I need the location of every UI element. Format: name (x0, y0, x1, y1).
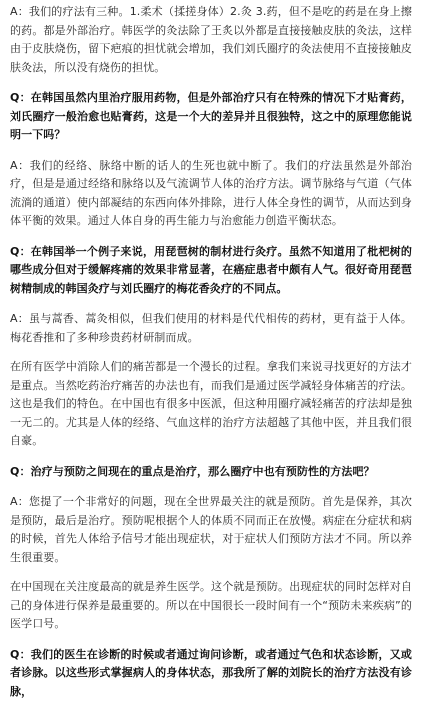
paragraph-gap (10, 567, 412, 578)
paragraph-gap (10, 451, 412, 463)
answer-paragraph: A：虽与蒿香、蒿灸相似，但我们使用的材料是代代相传的药材，更有益于人体。梅花香推和了多种珍贵药材研制而成。 (10, 310, 412, 347)
paragraph-gap (10, 77, 412, 89)
paragraph-gap (10, 347, 412, 358)
question-paragraph: Q：我们的医生在诊断的时候或者通过询问诊断，或者通过气色和状态诊断，又或者诊脉。以这些形式掌握病人的身体状态，那我所了解的刘院长的治疗方法没有诊脉， (10, 646, 412, 701)
paragraph-gap (10, 298, 412, 310)
answer-paragraph: A：我们的疗法有三种。1.柔术（揉搓身体）2.灸 3.药，但不是吃的药是在身上擦的药。都是外部治疗。韩医学的灸法除了王炙以外都是直接接触皮肤的灸法，这样由于皮肤烧伤，留下疤痕的担忧就会增加，我们刘氏圈疗的灸法使用不直接接触皮肤灸法，所以没有烧伤的担忧。 (10, 3, 412, 77)
paragraph-gap (10, 634, 412, 646)
question-paragraph: Q：治疗与预防之间现在的重点是治疗，那么圈疗中也有预防性的方法吧？ (10, 463, 412, 482)
answer-paragraph: 在中国现在关注度最高的就是养生医学。这个就是预防。出现症状的同时怎样对自己的身体进行保养是最重要的。所以在中国很长一段时间有一个“预防未来疾病”的医学口号。 (10, 578, 412, 634)
question-paragraph: Q：在韩国举一个例子来说，用琵琶树的制材进行灸疗。虽然不知道用了枇杷树的哪些成分但对于缓解疼痛的效果非常显著，在癌症患者中颇有人气。很好奇用琵琶树精制成的韩国灸疗与刘氏圈疗的梅花香灸疗的不同点。 (10, 243, 412, 299)
answer-paragraph: A：我们的经络、脉络中断的话人的生死也就中断了。我们的疗法虽然是外部治疗，但是是通过经络和脉络以及气流调节人体的治疗方法。调节脉络与气道（气体流淌的通道）使内部凝结的东西向体外排除，进行人体全身性的调节，从而达到身体平衡的效果。通过人体自身的再生能力与治愈能力创造平衡状态。 (10, 157, 412, 231)
paragraph-gap (10, 145, 412, 157)
question-paragraph: Q：在韩国虽然内里治疗服用药物，但是外部治疗只有在特殊的情况下才贴膏药，刘氏圈疗一般治愈也贴膏药，这是一个大的差异并且很独特，这之中的原理您能说明一下吗？ (10, 89, 412, 145)
paragraph-gap (10, 481, 412, 493)
paragraph-gap (10, 231, 412, 243)
answer-paragraph: A：您提了一个非常好的问题，现在全世界最关注的就是预防。首先是保养，其次是预防，最后是治疗。预防呢根据个人的体质不同而正在放慢。病症在分症状和病的时候，首先人体给予信号才能出现症状，对于症状人们预防方法才不同。所以养生很重要。 (10, 493, 412, 567)
answer-paragraph: 在所有医学中消除人们的痛苦都是一个漫长的过程。拿我们来说寻找更好的方法才是重点。当然吃药治疗痛苦的办法也有，而我们是通过医学减轻身体痛苦的疗法。这也是我们的特色。在中国也有很多中医派，但这种用圈疗减轻痛苦的疗法却是独一无二的。尤其是人体的经络、气血这样的治疗方法超越了其他中医，并且我们很自豪。 (10, 358, 412, 451)
